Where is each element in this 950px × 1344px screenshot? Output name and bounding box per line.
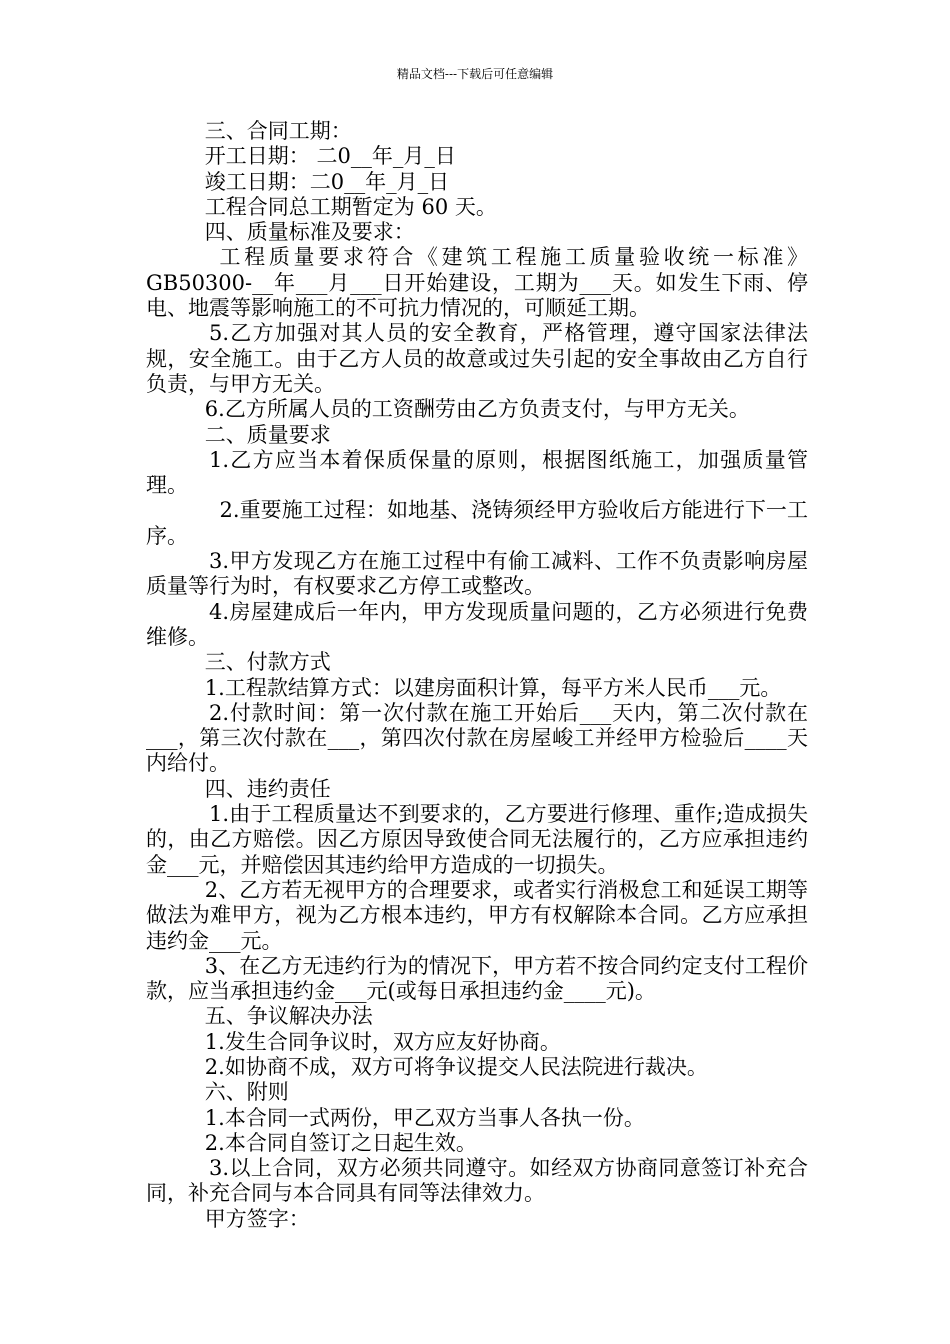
completion-date-line: 竣工日期：二0__年_月_日 <box>204 169 450 194</box>
clause-liability-2: 2、乙方若无视甲方的合理要求，或者实行消极怠工和延误工期等做法为难甲方，视为乙方根本违约，甲方有权解除本合同。乙方应承担违约金___元。 <box>146 877 808 953</box>
clause-dispute-2: 2.如协商不成，双方可将争议提交人民法院进行裁决。 <box>204 1054 708 1079</box>
clause-payment-2: 2.付款时间：第一次付款在施工开始后___天内，第二次付款在___，第三次付款在___，第四次付款在房屋峻工并经甲方检验后____天内给付。 <box>146 700 808 776</box>
section-heading-dispute: 五、争议解决办法 <box>204 1004 373 1029</box>
start-date-line: 开工日期： 二0__年_月_日 <box>204 144 456 169</box>
clause-payment-1: 1.工程款结算方式：以建房面积计算，每平方米人民币___元。 <box>204 675 782 700</box>
clause-liability-1: 1.由于工程质量达不到要求的，乙方要进行修理、重作;造成损失的，由乙方赔偿。因乙方原因导致使合同无法履行的，乙方应承担违约金___元，并赔偿因其违约给甲方造成的一切损失。 <box>146 802 808 877</box>
clause-quality-2: 2.重要施工过程：如地基、浇铸须经甲方验收后方能进行下一工序。 <box>146 498 808 548</box>
page-header: 精品文档---下载后可任意编辑 <box>396 67 554 81</box>
clause-quality-1: 1.乙方应当本着保质保量的原则，根据图纸施工，加强质量管理。 <box>146 447 808 498</box>
clause-appendix-2: 2.本合同自签订之日起生效。 <box>204 1130 477 1155</box>
clause-appendix-1: 1.本合同一式两份，甲乙双方当事人各执一份。 <box>204 1105 645 1130</box>
document-body <box>146 119 808 1232</box>
quality-standard-paragraph: 工程质量要求符合《建筑工程施工质量验收统一标准》GB50300-__年___月___日开始建设，工期为___天。如发生下雨、停电、地震等影响施工的不可抗力情况的，可顺延工期。 <box>146 245 808 321</box>
section-heading-contract-period: 三、合同工期： <box>204 119 352 143</box>
clause-liability-3: 3、在乙方无违约行为的情况下，甲方若不按合同约定支付工程价款，应当承担违约金___元(或每日承担违约金____元)。 <box>146 953 808 1004</box>
section-heading-quality-requirements: 二、质量要求 <box>204 422 331 447</box>
total-duration-line: 工程合同总工期暂定为 60 天。 <box>204 194 497 219</box>
section-heading-payment: 三、付款方式 <box>204 650 331 675</box>
party-a-signature-line: 甲方签字： <box>204 1206 310 1231</box>
section-heading-liability: 四、违约责任 <box>204 776 331 801</box>
clause-dispute-1: 1.发生合同争议时，双方应友好协商。 <box>204 1029 561 1054</box>
section-heading-quality-standards: 四、质量标准及要求： <box>204 220 415 245</box>
clause-safety-education: 5.乙方加强对其人员的安全教育，严格管理，遵守国家法律法规，安全施工。由于乙方人员的故意或过失引起的安全事故由乙方自行负责，与甲方无关。 <box>146 321 808 396</box>
clause-quality-3: 3.甲方发现乙方在施工过程中有偷工减料、工作不负责影响房屋质量等行为时，有权要求乙方停工或整改。 <box>146 549 808 599</box>
clause-quality-4: 4.房屋建成后一年内，甲方发现质量问题的，乙方必须进行免费维修。 <box>146 599 808 649</box>
clause-appendix-3: 3.以上合同，双方必须共同遵守。如经双方协商同意签订补充合同，补充合同与本合同具有同等法律效力。 <box>146 1156 808 1206</box>
clause-wages: 6.乙方所属人员的工资酬劳由乙方负责支付，与甲方无关。 <box>204 397 750 422</box>
section-heading-appendix: 六、附则 <box>204 1080 289 1105</box>
